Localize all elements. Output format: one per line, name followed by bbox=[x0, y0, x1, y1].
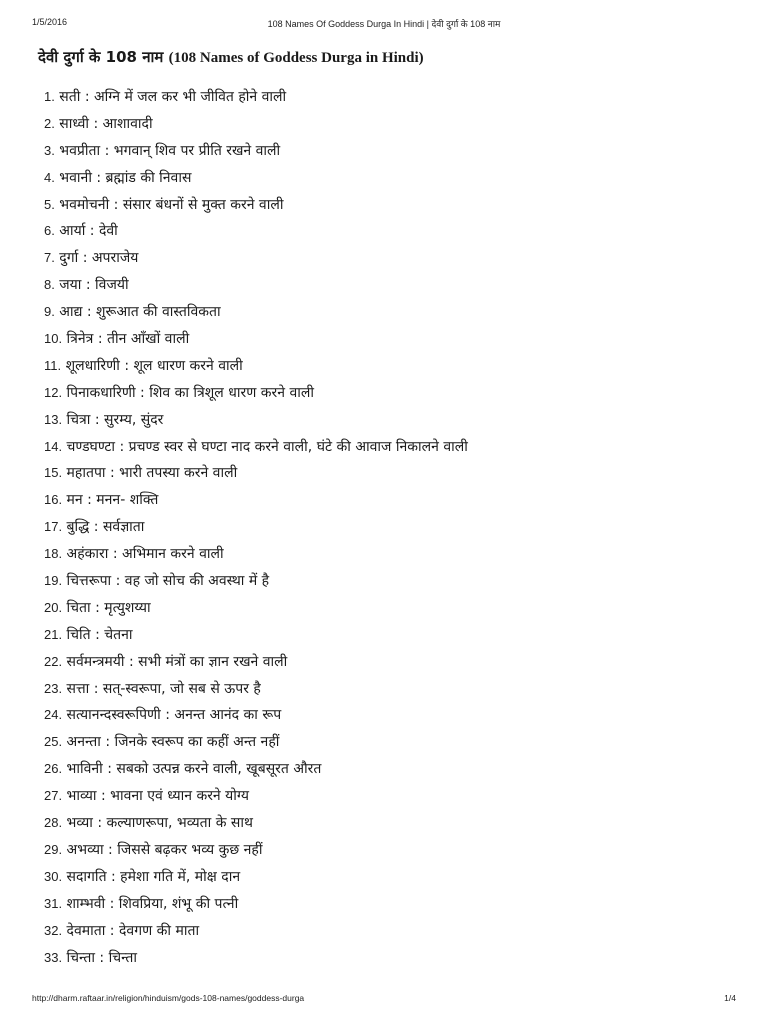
list-item-number: 6. bbox=[44, 223, 55, 239]
print-footer bbox=[32, 993, 736, 1007]
list-item bbox=[44, 380, 728, 407]
list-item-number: 3. bbox=[44, 142, 55, 158]
list-item-text: महातपा : भारी तपस्या करने वाली bbox=[66, 465, 238, 482]
list-item-text: शूलधारिणी : शूल धारण करने वाली bbox=[65, 357, 243, 374]
list-item-text: दुर्गा : अपराजेय bbox=[59, 250, 139, 267]
list-item bbox=[44, 165, 728, 192]
list-item-number: 24. bbox=[44, 707, 63, 723]
list-item-text: भवमोचनी : संसार बंधनों से मुक्त करने वाली bbox=[59, 196, 284, 213]
list-item-text: भाविनी : सबको उत्पन्न करने वाली, खूबसूरत औरत bbox=[66, 761, 322, 778]
list-item-number: 10. bbox=[44, 331, 63, 347]
list-item bbox=[44, 918, 728, 945]
list-item-text: आद्य : शुरूआत की वास्तविकता bbox=[59, 304, 221, 321]
list-item-number: 25. bbox=[44, 734, 63, 750]
list-item bbox=[44, 434, 728, 461]
list-item-text: चिति : चेतना bbox=[66, 626, 133, 643]
print-date: 1/5/2016 bbox=[32, 17, 68, 27]
list-item bbox=[44, 541, 728, 568]
list-item-text: सत्यानन्दस्वरूपिणी : अनन्त आनंद का रूप bbox=[66, 707, 282, 724]
list-item bbox=[44, 299, 728, 326]
list-item-number: 15. bbox=[44, 465, 63, 481]
list-item bbox=[44, 218, 728, 245]
list-item-number: 23. bbox=[44, 680, 63, 696]
list-item bbox=[44, 407, 728, 434]
list-item-number: 22. bbox=[44, 653, 63, 669]
list-item bbox=[44, 326, 728, 353]
list-item-text: चित्रा : सुरम्य, सुंदर bbox=[66, 411, 164, 428]
list-item-number: 14. bbox=[44, 438, 63, 454]
list-item-number: 12. bbox=[44, 384, 63, 400]
list-item-text: जया : विजयी bbox=[59, 277, 129, 294]
list-item-text: अभव्या : जिससे बढ़कर भव्य कुछ नहीं bbox=[66, 841, 263, 858]
list-item-text: अहंकारा : अभिमान करने वाली bbox=[66, 546, 224, 563]
list-item-text: अनन्ता : जिनके स्वरूप का कहीं अन्त नहीं bbox=[66, 734, 280, 751]
list-item-text: साध्वी : आशावादी bbox=[59, 115, 153, 132]
list-item-number: 7. bbox=[44, 250, 55, 266]
list-item bbox=[44, 756, 728, 783]
list-item bbox=[44, 595, 728, 622]
list-item-number: 26. bbox=[44, 761, 63, 777]
list-item bbox=[44, 460, 728, 487]
list-item-number: 5. bbox=[44, 196, 55, 212]
list-item-number: 2. bbox=[44, 115, 55, 131]
list-item-number: 30. bbox=[44, 868, 63, 884]
list-item-text: सदागति : हमेशा गति में, मोक्ष दान bbox=[66, 868, 241, 885]
list-item-number: 29. bbox=[44, 841, 63, 857]
list-item-text: चित्तरूपा : वह जो सोच की अवस्था में है bbox=[66, 573, 270, 590]
list-item-text: पिनाकधारिणी : शिव का त्रिशूल धारण करने वाली bbox=[66, 384, 314, 401]
list-item-text: बुद्धि : सर्वज्ञाता bbox=[66, 519, 145, 536]
list-item bbox=[44, 272, 728, 299]
list-item bbox=[44, 864, 728, 891]
list-item bbox=[44, 729, 728, 756]
list-item-number: 31. bbox=[44, 895, 63, 911]
list-item-text: सर्वमन्त्रमयी : सभी मंत्रों का ज्ञान रखने वाली bbox=[66, 653, 288, 670]
list-item-number: 17. bbox=[44, 519, 63, 535]
list-item-number: 11. bbox=[44, 357, 62, 373]
list-item-text: भवानी : ब्रह्मांड की निवास bbox=[59, 169, 192, 186]
list-item-number: 27. bbox=[44, 788, 63, 804]
list-item-number: 1. bbox=[44, 89, 55, 104]
list-item-number: 33. bbox=[44, 949, 63, 965]
page-number: 1/4 bbox=[724, 993, 736, 1003]
list-item-number: 18. bbox=[44, 546, 63, 562]
list-item bbox=[44, 649, 728, 676]
page-title bbox=[38, 47, 424, 67]
list-item bbox=[44, 487, 728, 514]
list-item bbox=[44, 568, 728, 595]
page-title-hindi: देवी दुर्गा के 108 नाम bbox=[38, 48, 164, 66]
list-item-text: चण्डघण्टा : प्रचण्ड स्वर से घण्टा नाद करने वाली, घंटे की आवाज निकालने वाली bbox=[66, 438, 468, 455]
list-item-number: 19. bbox=[44, 573, 63, 589]
names-list bbox=[44, 84, 728, 971]
list-item bbox=[44, 138, 728, 165]
list-item bbox=[44, 111, 728, 138]
list-item-text: त्रिनेत्र : तीन आँखों वाली bbox=[66, 331, 190, 348]
list-item-number: 9. bbox=[44, 304, 55, 320]
list-item bbox=[44, 783, 728, 810]
list-item-text: मन : मनन- शक्ति bbox=[66, 492, 159, 509]
print-header bbox=[32, 17, 736, 31]
page-title-english: (108 Names of Goddess Durga in Hindi) bbox=[168, 50, 424, 66]
list-item-number: 8. bbox=[44, 277, 55, 293]
list-item-text: भवप्रीता : भगवान् शिव पर प्रीति रखने वाली bbox=[59, 142, 281, 159]
list-item bbox=[44, 514, 728, 541]
list-item bbox=[44, 353, 728, 380]
list-item-number: 13. bbox=[44, 411, 63, 427]
list-item-text: भाव्या : भावना एवं ध्यान करने योग्य bbox=[66, 788, 249, 805]
list-item bbox=[44, 676, 728, 703]
list-item-text: सती : अग्नि में जल कर भी जीवित होने वाली bbox=[59, 89, 287, 105]
list-item bbox=[44, 622, 728, 649]
list-item-text: शाम्भवी : शिवप्रिया, शंभू की पत्नी bbox=[66, 895, 239, 912]
list-item bbox=[44, 891, 728, 918]
list-item-text: देवमाता : देवगण की माता bbox=[66, 922, 200, 939]
list-item bbox=[44, 837, 728, 864]
list-item bbox=[44, 945, 728, 972]
list-item-text: चिन्ता : चिन्ता bbox=[66, 949, 138, 966]
list-item-text: भव्या : कल्याणरूपा, भव्यता के साथ bbox=[66, 815, 253, 832]
list-item-number: 32. bbox=[44, 922, 63, 938]
list-item-text: चिता : मृत्युशय्या bbox=[66, 599, 151, 616]
list-item-number: 21. bbox=[44, 626, 63, 642]
source-url: http://dharm.raftaar.in/religion/hinduism/gods-108-names/goddess-durga bbox=[32, 993, 305, 1003]
list-item bbox=[44, 84, 728, 111]
list-item-text: आर्या : देवी bbox=[59, 223, 118, 240]
list-item-number: 4. bbox=[44, 169, 55, 185]
print-page-title: 108 Names Of Goddess Durga In Hindi | देवी दुर्गा के 108 नाम bbox=[267, 19, 501, 29]
list-item bbox=[44, 245, 728, 272]
list-item bbox=[44, 810, 728, 837]
list-item-number: 28. bbox=[44, 815, 63, 831]
list-item-number: 20. bbox=[44, 599, 63, 615]
list-item bbox=[44, 192, 728, 219]
list-item-number: 16. bbox=[44, 492, 63, 508]
list-item bbox=[44, 702, 728, 729]
list-item-text: सत्ता : सत्-स्वरूपा, जो सब से ऊपर है bbox=[66, 680, 261, 697]
